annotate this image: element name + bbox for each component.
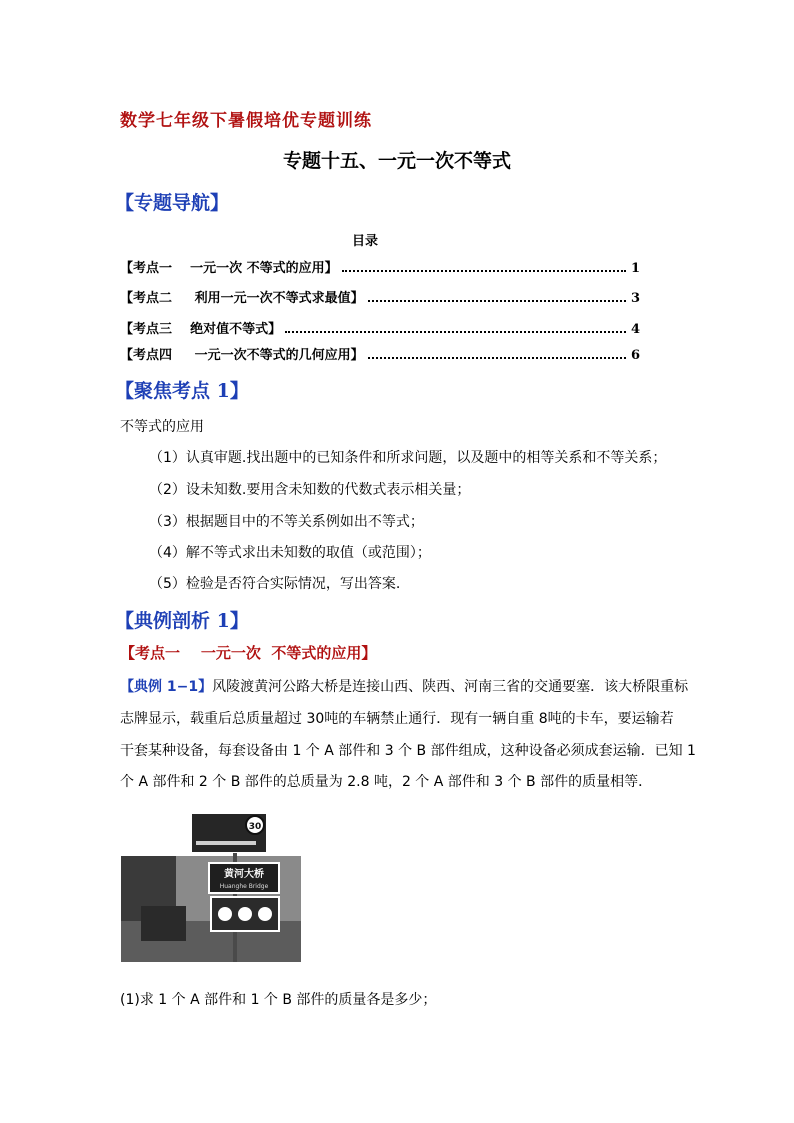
question-1: (1)求 1 个 A 部件和 1 个 B 部件的质量各是多少； bbox=[120, 992, 437, 1008]
toc-item-page: 1 bbox=[630, 261, 640, 276]
photo-bridge-subtext: Huanghe Bridge bbox=[219, 883, 269, 890]
toc-item-page: 4 bbox=[630, 322, 640, 337]
toc-leader-dots bbox=[368, 299, 626, 302]
example-text-fragment: 风陵渡黄河公路大桥是连接山西、陕西、河南三省的交通要塞．该大桥限重标 bbox=[212, 679, 689, 695]
toc-leader-dots bbox=[342, 269, 626, 272]
toc-item[interactable] bbox=[120, 258, 640, 276]
example-text-line: 志牌显示，载重后总质量超过 30吨的车辆禁止通行．现有一辆自重 8吨的卡车，要运输若 bbox=[120, 711, 674, 727]
section-heading-example: 【典例剖析 1】 bbox=[115, 610, 249, 632]
example-tag: 【典例 1−1】 bbox=[120, 679, 213, 695]
toc-item-page: 6 bbox=[630, 348, 640, 363]
focus-step: （2）设未知数.要用含未知数的代数式表示相关量； bbox=[149, 482, 471, 498]
example-text-line: 个 A 部件和 2 个 B 部件的总质量为 2.8 吨，2 个 A 部件和 3 个 B 部件的质量相等． bbox=[120, 774, 653, 790]
section-heading-nav: 【专题导航】 bbox=[115, 192, 230, 214]
photo-sign-icon bbox=[258, 907, 272, 921]
toc-item-label: 【考点一 一元一次 不等式的应用】 bbox=[120, 261, 338, 276]
toc-item[interactable] bbox=[120, 319, 640, 337]
bridge-sign-photo bbox=[121, 811, 301, 962]
example-text-line bbox=[120, 676, 688, 696]
photo-truck bbox=[141, 906, 186, 941]
photo-sign-stripe bbox=[196, 841, 256, 845]
focus-step: （1）认真审题.找出题中的已知条件和所求问题，以及题中的相等关系和不等关系； bbox=[149, 450, 667, 466]
focus-step: （3）根据题目中的不等关系例如出不等式； bbox=[149, 514, 424, 530]
focus-intro: 不等式的应用 bbox=[120, 419, 204, 435]
toc-leader-dots bbox=[368, 356, 626, 359]
photo-bridge-text: 黄河大桥 bbox=[224, 869, 264, 880]
photo-sign-icon bbox=[238, 907, 252, 921]
toc-item-label: 【考点二 利用一元一次不等式求最值】 bbox=[120, 291, 364, 306]
series-title: 数学七年级下暑假培优专题训练 bbox=[120, 111, 372, 131]
example-text-line: 干套某种设备，每套设备由 1 个 A 部件和 3 个 B 部件组成，这种设备必须成套运输．已知 1 bbox=[120, 743, 696, 759]
toc-heading: 目录 bbox=[351, 234, 378, 249]
photo-limit-text: 30 bbox=[248, 822, 262, 832]
toc-leader-dots bbox=[285, 330, 626, 333]
page-title: 专题十五、一元一次不等式 bbox=[282, 150, 511, 172]
toc-item-label: 【考点三 绝对值不等式】 bbox=[120, 322, 282, 337]
toc-item-label: 【考点四 一元一次不等式的几何应用】 bbox=[120, 348, 364, 363]
example-point-title: 【考点一 一元一次 不等式的应用】 bbox=[120, 644, 377, 662]
focus-step: （5）检验是否符合实际情况，写出答案. bbox=[149, 576, 401, 592]
focus-step: （4）解不等式求出未知数的取值（或范围）； bbox=[149, 545, 431, 561]
photo-sign-icon bbox=[218, 907, 232, 921]
section-heading-focus: 【聚焦考点 1】 bbox=[115, 380, 249, 402]
toc-item[interactable] bbox=[120, 288, 640, 306]
toc-item[interactable] bbox=[120, 345, 640, 363]
toc-item-page: 3 bbox=[630, 291, 640, 306]
